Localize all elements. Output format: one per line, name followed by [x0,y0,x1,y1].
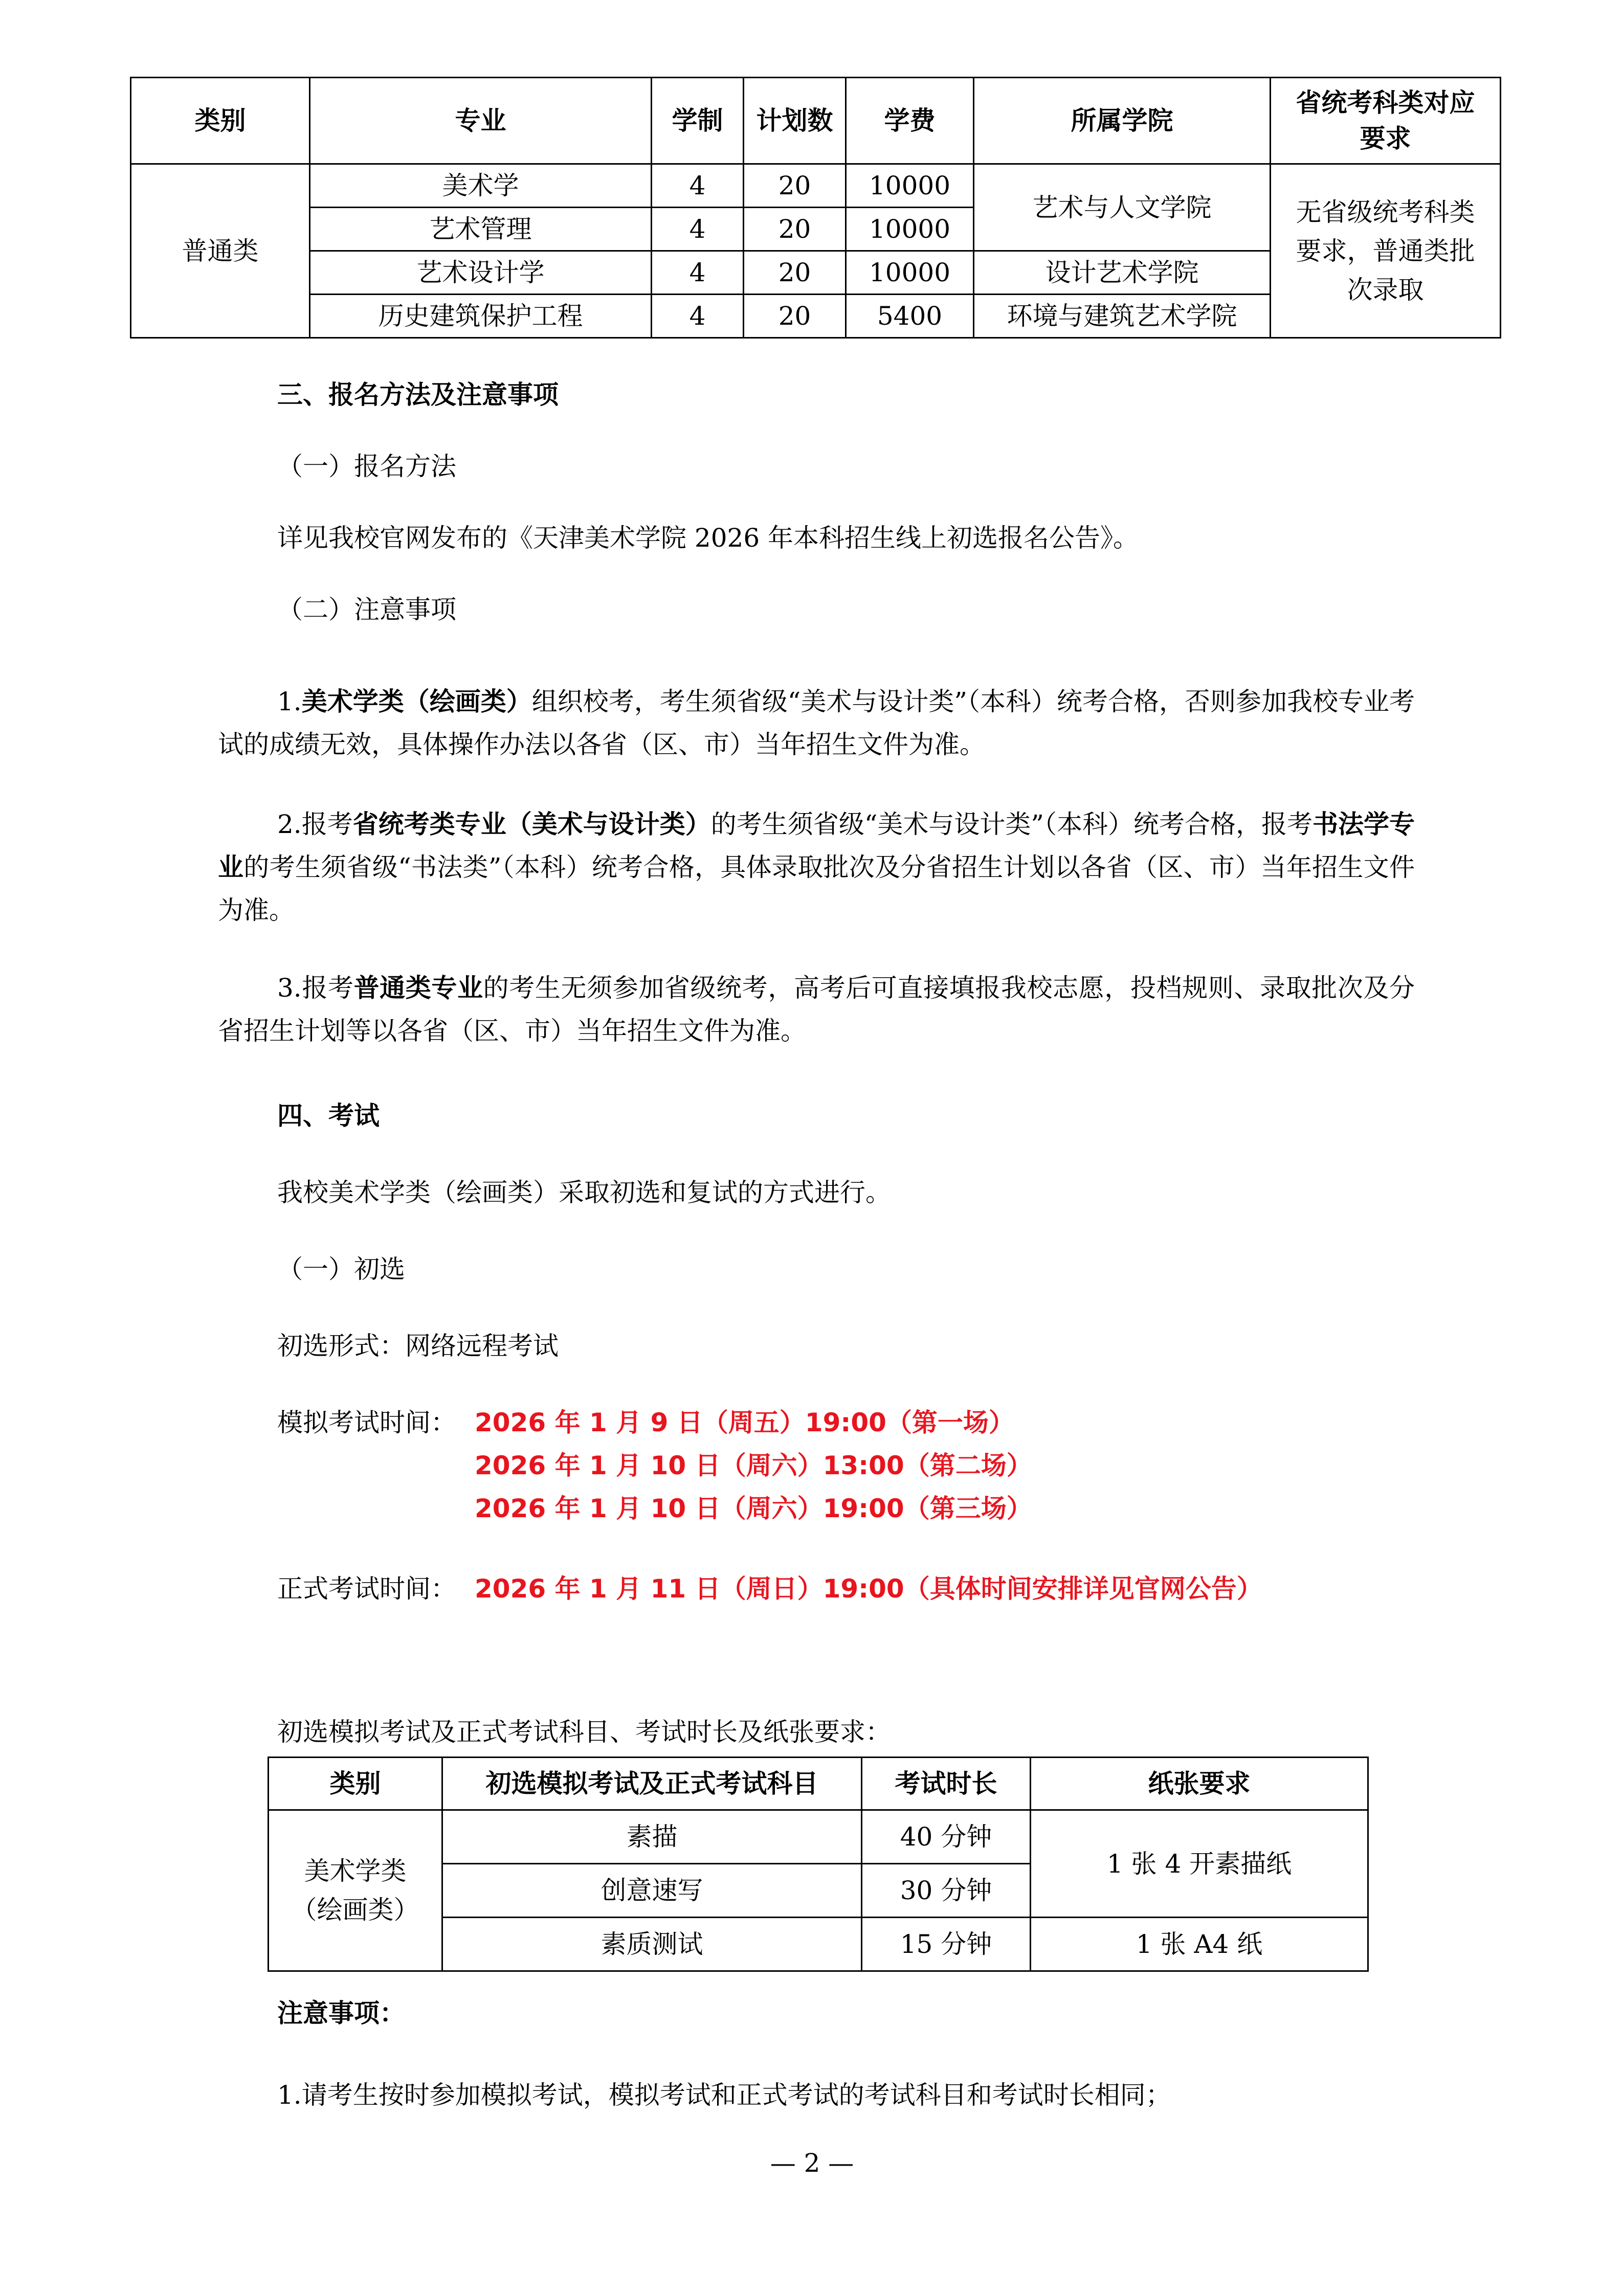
subject-cell: 创意速写 [442,1864,862,1918]
plan-cell: 20 [744,295,846,338]
formal-exam-time: 2026 年 1 月 11 日（周日）19:00（具体时间安排详见官网公告） [475,1574,1262,1604]
note-3-text: 的考生无须参加省级统考，高考后可直接填报我校志愿，投档规则、录取批次及分省招生计划等以各省（区、市）当年招生文件为准。 [218,973,1415,1046]
formal-exam-label: 正式考试时间： [277,1574,456,1604]
header-category: 类别 [269,1758,442,1810]
header-plan: 计划数 [744,78,846,164]
paper-cell: 1 张 A4 纸 [1031,1918,1368,1971]
duration-cell: 40 分钟 [862,1810,1031,1864]
page-number: — 2 — [770,2148,854,2178]
header-requirement-text: 省统考科类对应要求 [1296,88,1475,153]
major-cell: 艺术设计学 [310,251,652,295]
category-text: 美术学类（绘画类） [291,1856,419,1925]
fee-cell: 10000 [846,164,974,208]
college-cell: 艺术与人文学院 [974,164,1271,251]
fee-cell: 10000 [846,251,974,295]
subject-cell: 素描 [442,1810,862,1864]
table-header-row [131,78,1501,164]
exam-form: 初选形式：网络远程考试 [277,1331,559,1361]
mock-exam-label: 模拟考试时间： [277,1408,456,1437]
fee-cell: 5400 [846,295,974,338]
table-row [131,164,1501,208]
header-paper: 纸张要求 [1031,1758,1368,1810]
note-3-num: 3. [277,973,302,1003]
header-category: 类别 [131,78,310,164]
requirement-text: 无省级统考科类要求，普通类批次录取 [1296,197,1475,305]
major-cell: 艺术管理 [310,208,652,251]
table-2-caption: 初选模拟考试及正式考试科目、考试时长及纸张要求： [277,1717,891,1747]
note-2-pre: 报考 [301,809,353,839]
plan-cell: 20 [744,164,846,208]
duration-cell: 30 分钟 [862,1864,1031,1918]
major-cell: 美术学 [310,164,652,208]
paper-cell: 1 张 4 开素描纸 [1031,1810,1368,1918]
majors-table [130,77,1501,339]
header-requirement [1271,78,1501,164]
plan-cell: 20 [744,208,846,251]
mock-time-1: 2026 年 1 月 9 日（周五）19:00（第一场） [475,1408,1014,1437]
header-college: 所属学院 [974,78,1271,164]
exam-subjects-table [268,1757,1369,1972]
section-3-sub1-text: 详见我校官网发布的《天津美术学院 2026 年本科招生线上初选报名公告》。 [277,523,1139,553]
years-cell: 4 [652,251,744,295]
category-cell [269,1810,442,1971]
note-2-bold-1: 省统考类专业（美术与设计类） [352,809,711,839]
subject-cell: 素质测试 [442,1918,862,1971]
plan-cell: 20 [744,251,846,295]
table-row [269,1810,1368,1864]
note-2-text: 的考生须省级“书法类”（本科）统考合格，具体录取批次及分省招生计划以各省（区、市）当年招生文件为准。 [218,852,1415,925]
college-cell: 环境与建筑艺术学院 [974,295,1271,338]
section-4-sub1: （一）初选 [277,1254,405,1284]
note-3-bold: 普通类专业 [353,973,483,1003]
section-4-heading: 四、考试 [277,1101,380,1131]
note-1 [218,680,1415,766]
header-major: 专业 [310,78,652,164]
table-header-row [269,1758,1368,1810]
requirement-cell [1271,164,1501,338]
note-2-bold-2: 书法学专业 [218,809,1415,882]
note-3-pre: 报考 [301,973,354,1003]
header-fee: 学费 [846,78,974,164]
mock-time-2: 2026 年 1 月 10 日（周六）13:00（第二场） [475,1451,1032,1480]
section-4-intro: 我校美术学类（绘画类）采取初选和复试的方式进行。 [277,1178,891,1207]
section-3-sub2: （二）注意事项 [277,595,456,624]
note-3 [218,966,1415,1052]
years-cell: 4 [652,164,744,208]
category-cell: 普通类 [131,164,310,338]
notes-item-1: 1.请考生按时参加模拟考试，模拟考试和正式考试的考试科目和考试时长相同； [277,2080,1171,2110]
section-3-sub1: （一）报名方法 [277,452,456,481]
note-1-num: 1. [277,687,302,716]
years-cell: 4 [652,295,744,338]
years-cell: 4 [652,208,744,251]
fee-cell: 10000 [846,208,974,251]
note-2-num: 2. [277,809,302,839]
header-years: 学制 [652,78,744,164]
header-duration: 考试时长 [862,1758,1031,1810]
note-1-text: 组织校考，考生须省级“美术与设计类”（本科）统考合格，否则参加我校专业考试的成绩无效，具体操作办法以各省（区、市）当年招生文件为准。 [218,687,1415,759]
section-3-heading: 三、报名方法及注意事项 [277,380,559,410]
duration-cell: 15 分钟 [862,1918,1031,1971]
note-1-bold: 美术学类（绘画类） [301,687,532,716]
note-2-mid: 的考生须省级“美术与设计类”（本科）统考合格，报考 [710,809,1313,839]
note-2 [218,803,1415,932]
notes-heading: 注意事项： [277,1998,405,2028]
college-cell: 设计艺术学院 [974,251,1271,295]
header-subject: 初选模拟考试及正式考试科目 [442,1758,862,1810]
major-cell: 历史建筑保护工程 [310,295,652,338]
mock-time-3: 2026 年 1 月 10 日（周六）19:00（第三场） [475,1494,1032,1523]
